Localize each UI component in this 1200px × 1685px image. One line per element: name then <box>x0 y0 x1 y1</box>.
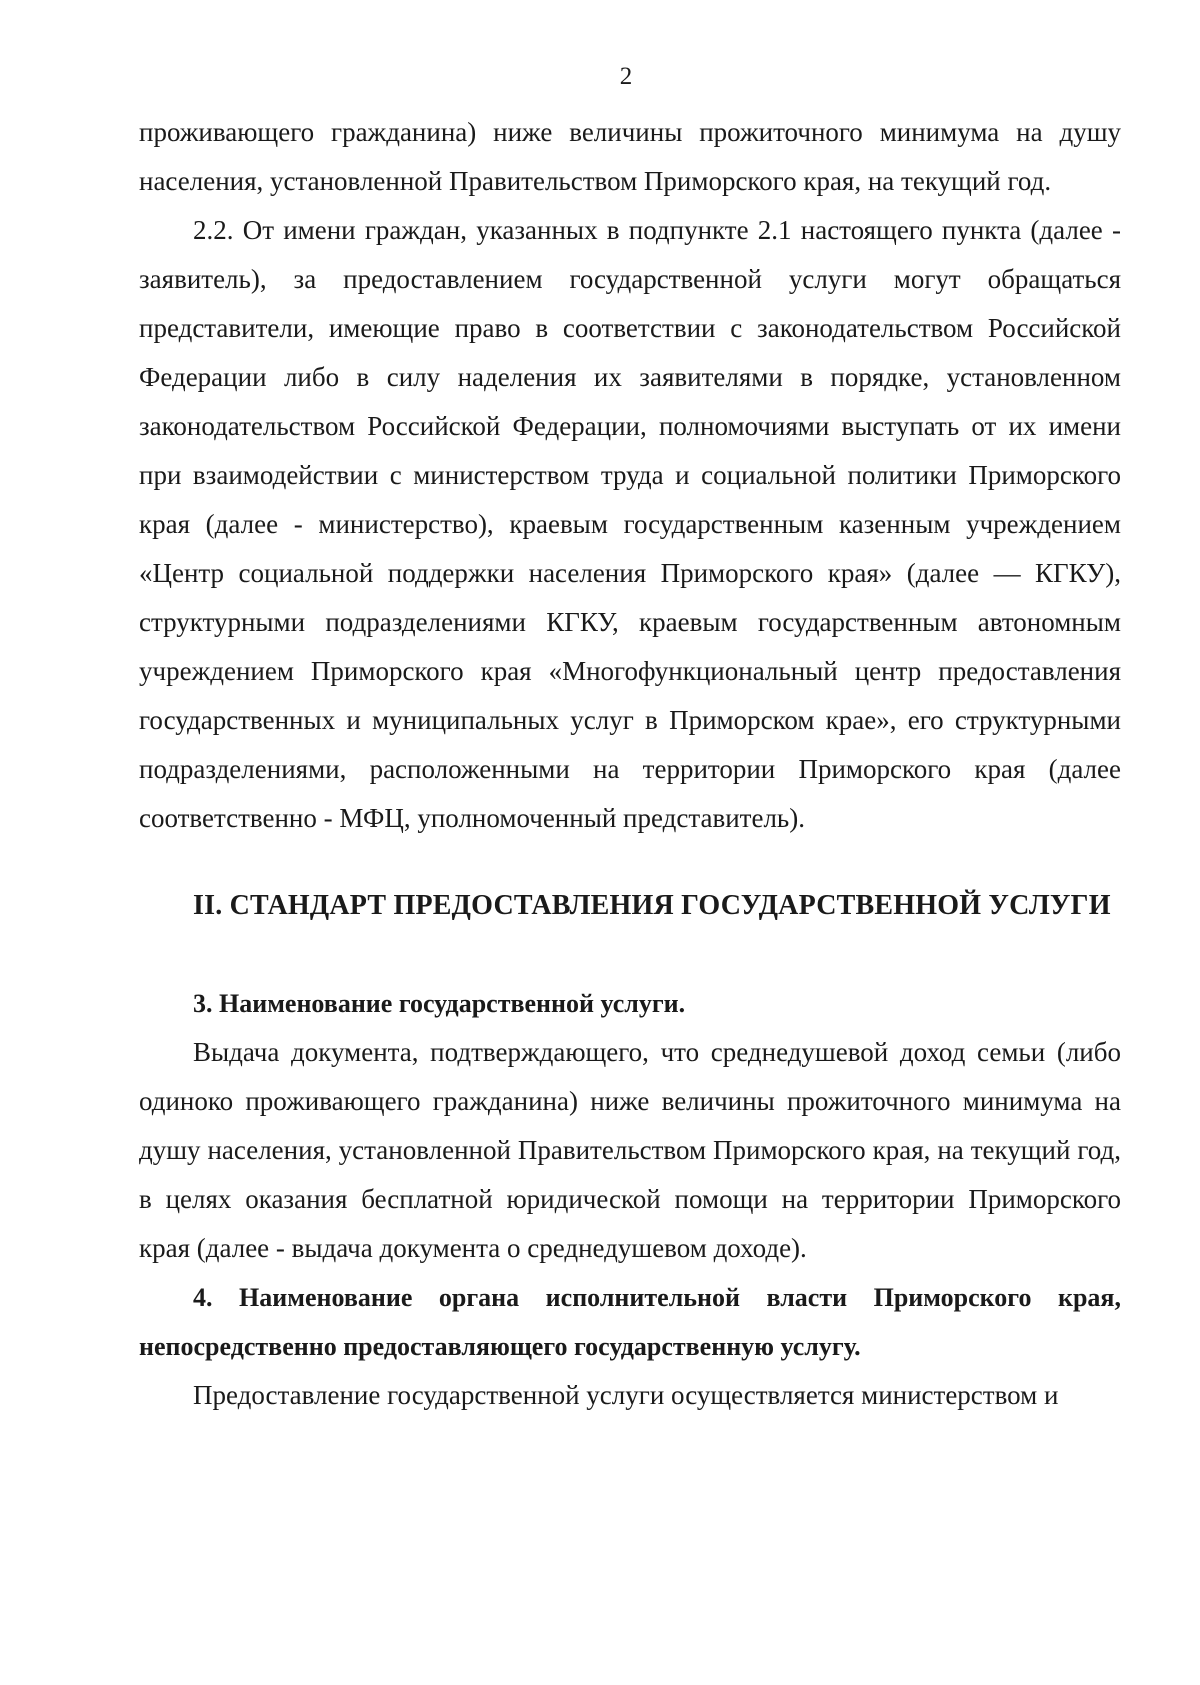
section-ii-heading: II. СТАНДАРТ ПРЕДОСТАВЛЕНИЯ ГОСУДАРСТВЕННОЙ УСЛУГИ <box>193 890 1111 921</box>
paragraph-continuation: проживающего гражданина) ниже величины прожиточного минимума на душу населения, установленной Правительством Приморского края, на текущий год. <box>139 117 1121 196</box>
subsection-4-heading: 4. Наименование органа исполнительной власти Приморского края, непосредственно предоставляющего государственную услугу. <box>139 1283 1121 1361</box>
subsection-3-heading: 3. Наименование государственной услуги. <box>193 989 686 1018</box>
page-number: 2 <box>619 63 633 90</box>
subsection-4-text: Предоставление государственной услуги осуществляется министерством и <box>193 1380 1059 1410</box>
subsection-3-text: Выдача документа, подтверждающего, что среднедушевой доход семьи (либо одиноко проживающего гражданина) ниже величины прожиточного минимума на душу населения, установленной Правительством Приморского края, на текущий год, в целях оказания бесплатной юридической помощи на территории Приморского края (далее - выдача документа о среднедушевом доходе). <box>139 1037 1121 1263</box>
paragraph-2-2: 2.2. От имени граждан, указанных в подпункте 2.1 настоящего пункта (далее - заявитель), за предоставлением государственной услуги могут обращаться представители, имеющие право в соответствии с законодательством Российской Федерации либо в силу наделения их заявителями в порядке, установленном законодательством Российской Федерации, полномочиями выступать от их имени при взаимодействии с министерством труда и социальной политики Приморского края (далее - министерство), краевым государственным казенным учреждением «Центр социальной поддержки населения Приморского края» (далее — КГКУ), структурными подразделениями КГКУ, краевым государственным автономным учреждением Приморского края «Многофункциональный центр предоставления государственных и муниципальных услуг в Приморском крае», его структурными подразделениями, расположенными на территории Приморского края (далее соответственно - МФЦ, уполномоченный представитель). <box>139 215 1121 833</box>
document-body <box>139 108 1121 1420</box>
